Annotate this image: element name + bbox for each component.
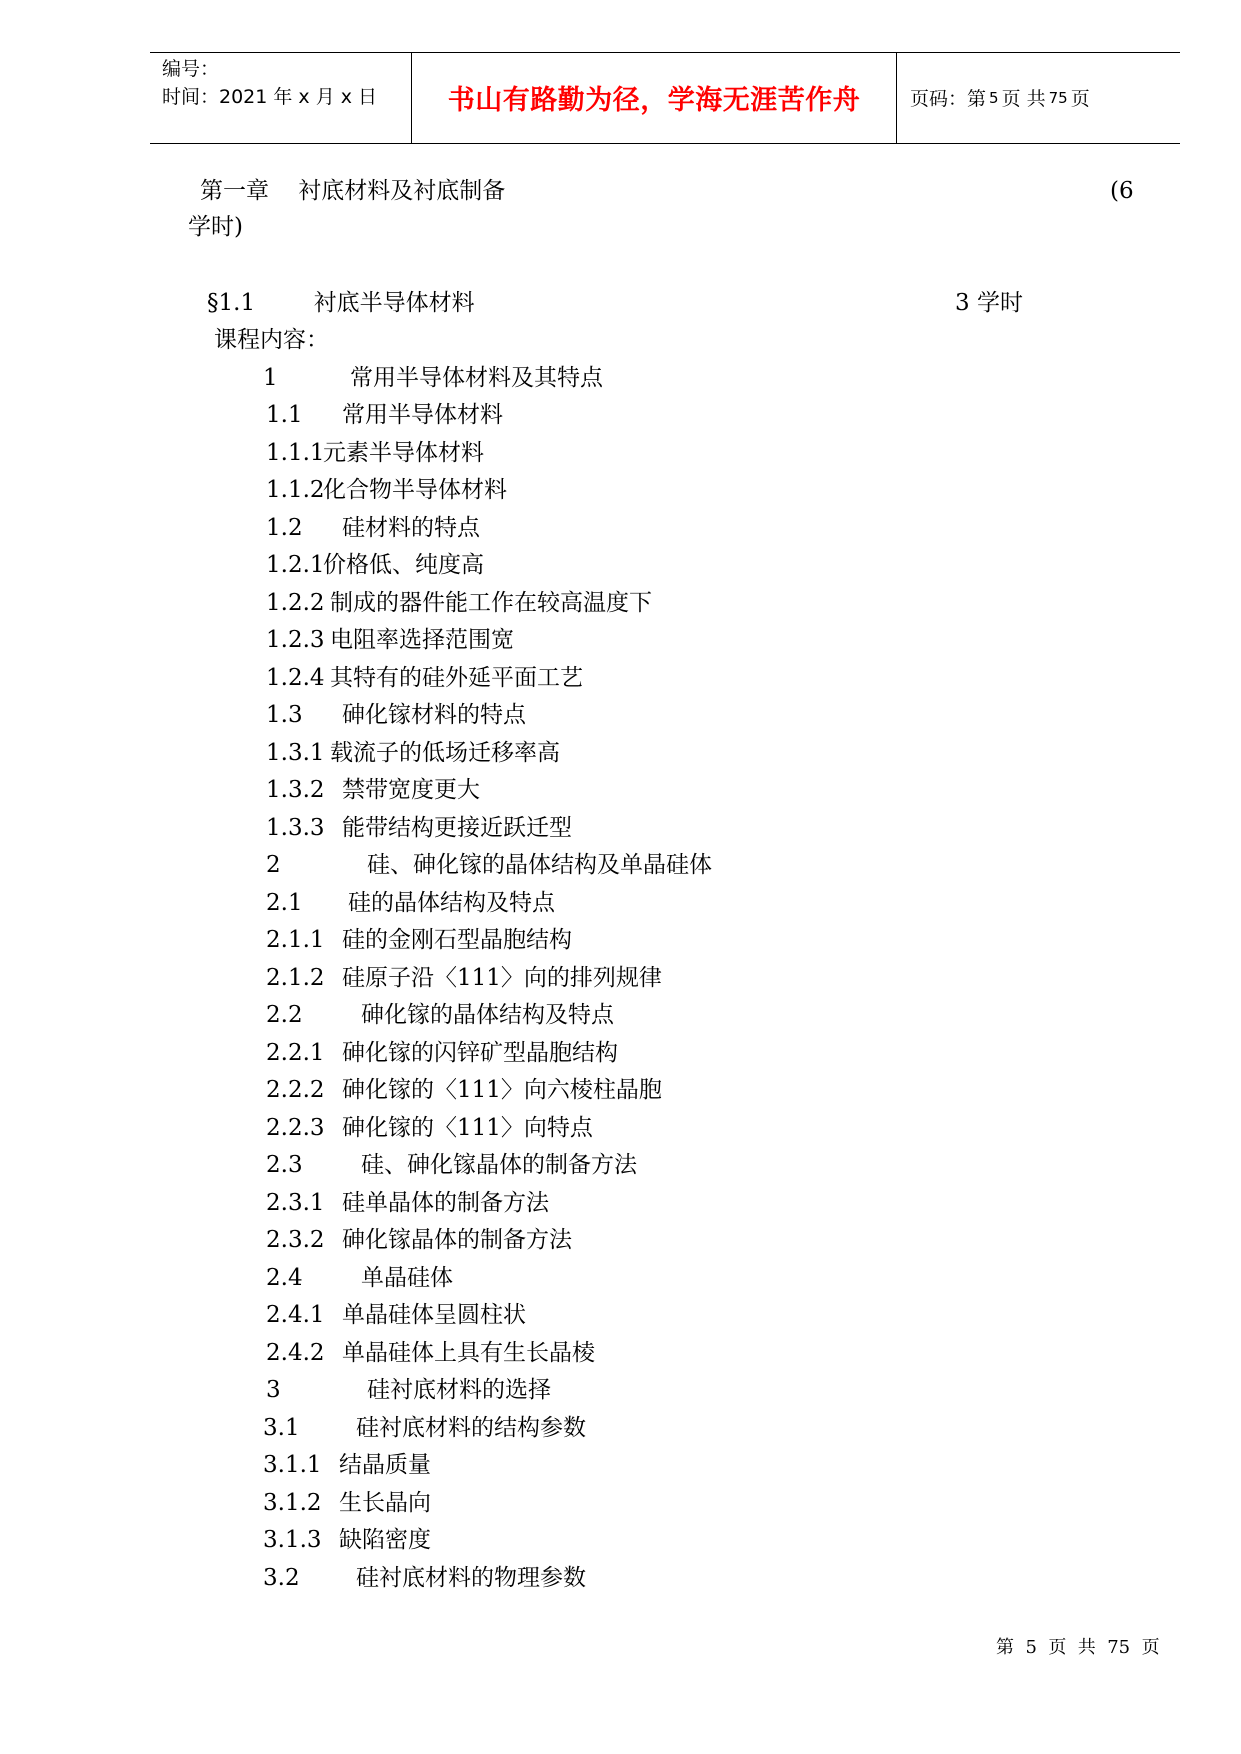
page-middle: 页 共 [1001,88,1046,110]
outline-item-text: 电阻率选择范围宽 [330,627,514,653]
header-page-number [910,53,1090,142]
outline-item-num: 1.2 [266,515,303,541]
outline-item-text: 硅衬底材料的选择 [367,1377,551,1403]
outline-item-num: 2.4.1 [266,1302,325,1328]
chapter-hours: (6 [1110,178,1134,204]
outline-item-text: 结晶质量 [339,1452,431,1478]
outline-item-num: 1.3.2 [266,777,325,803]
outline-item-num: 2.2 [266,1002,303,1028]
outline-item-num: 1.2.2 [266,590,325,616]
outline-item-num: 1.3.3 [266,815,325,841]
section-hours: 3 学时 [955,290,1023,316]
section-title: §1.1 衬底半导体材料 [207,290,475,316]
outline-item-text: 元素半导体材料 [323,440,484,466]
outline-item-text: 单晶硅体呈圆柱状 [342,1302,526,1328]
outline-item-text: 硅衬底材料的物理参数 [356,1565,586,1591]
outline-item-text: 其特有的硅外延平面工艺 [330,665,583,691]
outline-item-num: 2.1.2 [266,965,325,991]
outline-item-num: 1.1.2 [266,477,325,503]
outline-item-num: 3 [266,1377,281,1403]
outline-item-text: 硅、砷化镓的晶体结构及单晶硅体 [367,852,712,878]
outline-item-num: 3.1 [263,1415,300,1441]
course-content-label: 课程内容： [214,327,329,353]
outline-item-num: 1.3 [266,702,303,728]
outline-item-num: 1.2.4 [266,665,325,691]
outline-item-text: 硅的金刚石型晶胞结构 [342,927,572,953]
outline-item-text: 硅材料的特点 [342,515,480,541]
outline-item-num: 2.2.2 [266,1077,325,1103]
outline-item-text: 单晶硅体上具有生长晶棱 [342,1340,595,1366]
outline-item-num: 1.2.1 [266,552,325,578]
outline-item-text: 硅衬底材料的结构参数 [356,1415,586,1441]
page-current: 5 [989,88,999,107]
outline-item-text: 砷化镓的〈111〉向特点 [342,1115,593,1141]
outline-item-num: 2.1 [266,890,303,916]
document-date: 时间：2021 年 x 月 x 日 [162,86,378,108]
outline-item-num: 3.2 [263,1565,300,1591]
outline-item-num: 1.1.1 [266,440,325,466]
outline-item-text: 价格低、纯度高 [323,552,484,578]
outline-item-num: 2.4 [266,1265,303,1291]
outline-item-text: 硅原子沿〈111〉向的排列规律 [342,965,662,991]
chapter-hours-unit: 学时) [188,214,243,240]
outline-item-num: 3.1.3 [263,1527,322,1553]
chapter-title: 第一章 衬底材料及衬底制备 [200,178,506,204]
outline-item-num: 2.2.3 [266,1115,325,1141]
outline-item-text: 常用半导体材料及其特点 [350,365,603,391]
outline-item-num: 1 [263,365,278,391]
outline-item-text: 制成的器件能工作在较高温度下 [330,590,652,616]
outline-item-num: 3.1.2 [263,1490,322,1516]
outline-item-text: 生长晶向 [339,1490,431,1516]
outline-item-text: 硅、砷化镓晶体的制备方法 [361,1152,637,1178]
document-number-label: 编号： [162,58,220,80]
outline-item-text: 硅单晶体的制备方法 [342,1190,549,1216]
outline-item-text: 能带结构更接近跃迁型 [342,815,572,841]
page-total: 75 [1048,88,1068,107]
header-meta [162,55,377,111]
outline-item-num: 1.2.3 [266,627,325,653]
outline-item-num: 2.1.1 [266,927,325,953]
outline-item-text: 硅的晶体结构及特点 [348,890,555,916]
outline-item-text: 化合物半导体材料 [323,477,507,503]
outline-item-text: 缺陷密度 [339,1527,431,1553]
outline-item-text: 砷化镓的晶体结构及特点 [361,1002,614,1028]
outline-item-num: 2.3 [266,1152,303,1178]
outline-item-num: 1.3.1 [266,740,325,766]
outline-item-text: 载流子的低场迁移率高 [330,740,560,766]
page-header [150,52,1180,144]
outline-item-text: 砷化镓的〈111〉向六棱柱晶胞 [342,1077,662,1103]
outline-item-num: 2 [266,852,281,878]
outline-item-num: 2.3.1 [266,1190,325,1216]
outline-item-num: 3.1.1 [263,1452,322,1478]
outline-item-text: 禁带宽度更大 [342,777,480,803]
outline-item-num: 2.2.1 [266,1040,325,1066]
outline-item-num: 1.1 [266,402,303,428]
header-divider-right [896,53,897,143]
outline-item-num: 2.4.2 [266,1340,325,1366]
page-suffix: 页 [1070,88,1090,110]
page-footer: 第 5 页 共 75 页 [996,1637,1160,1658]
outline-item-num: 2.3.2 [266,1227,325,1253]
outline-item-text: 砷化镓的闪锌矿型晶胞结构 [342,1040,618,1066]
page-prefix: 页码：第 [910,88,987,110]
header-motto: 书山有路勤为径，学海无涯苦作舟 [447,85,861,116]
outline-item-text: 单晶硅体 [361,1265,453,1291]
outline-item-text: 常用半导体材料 [342,402,503,428]
outline-item-text: 砷化镓晶体的制备方法 [342,1227,572,1253]
outline-item-text: 砷化镓材料的特点 [342,702,526,728]
